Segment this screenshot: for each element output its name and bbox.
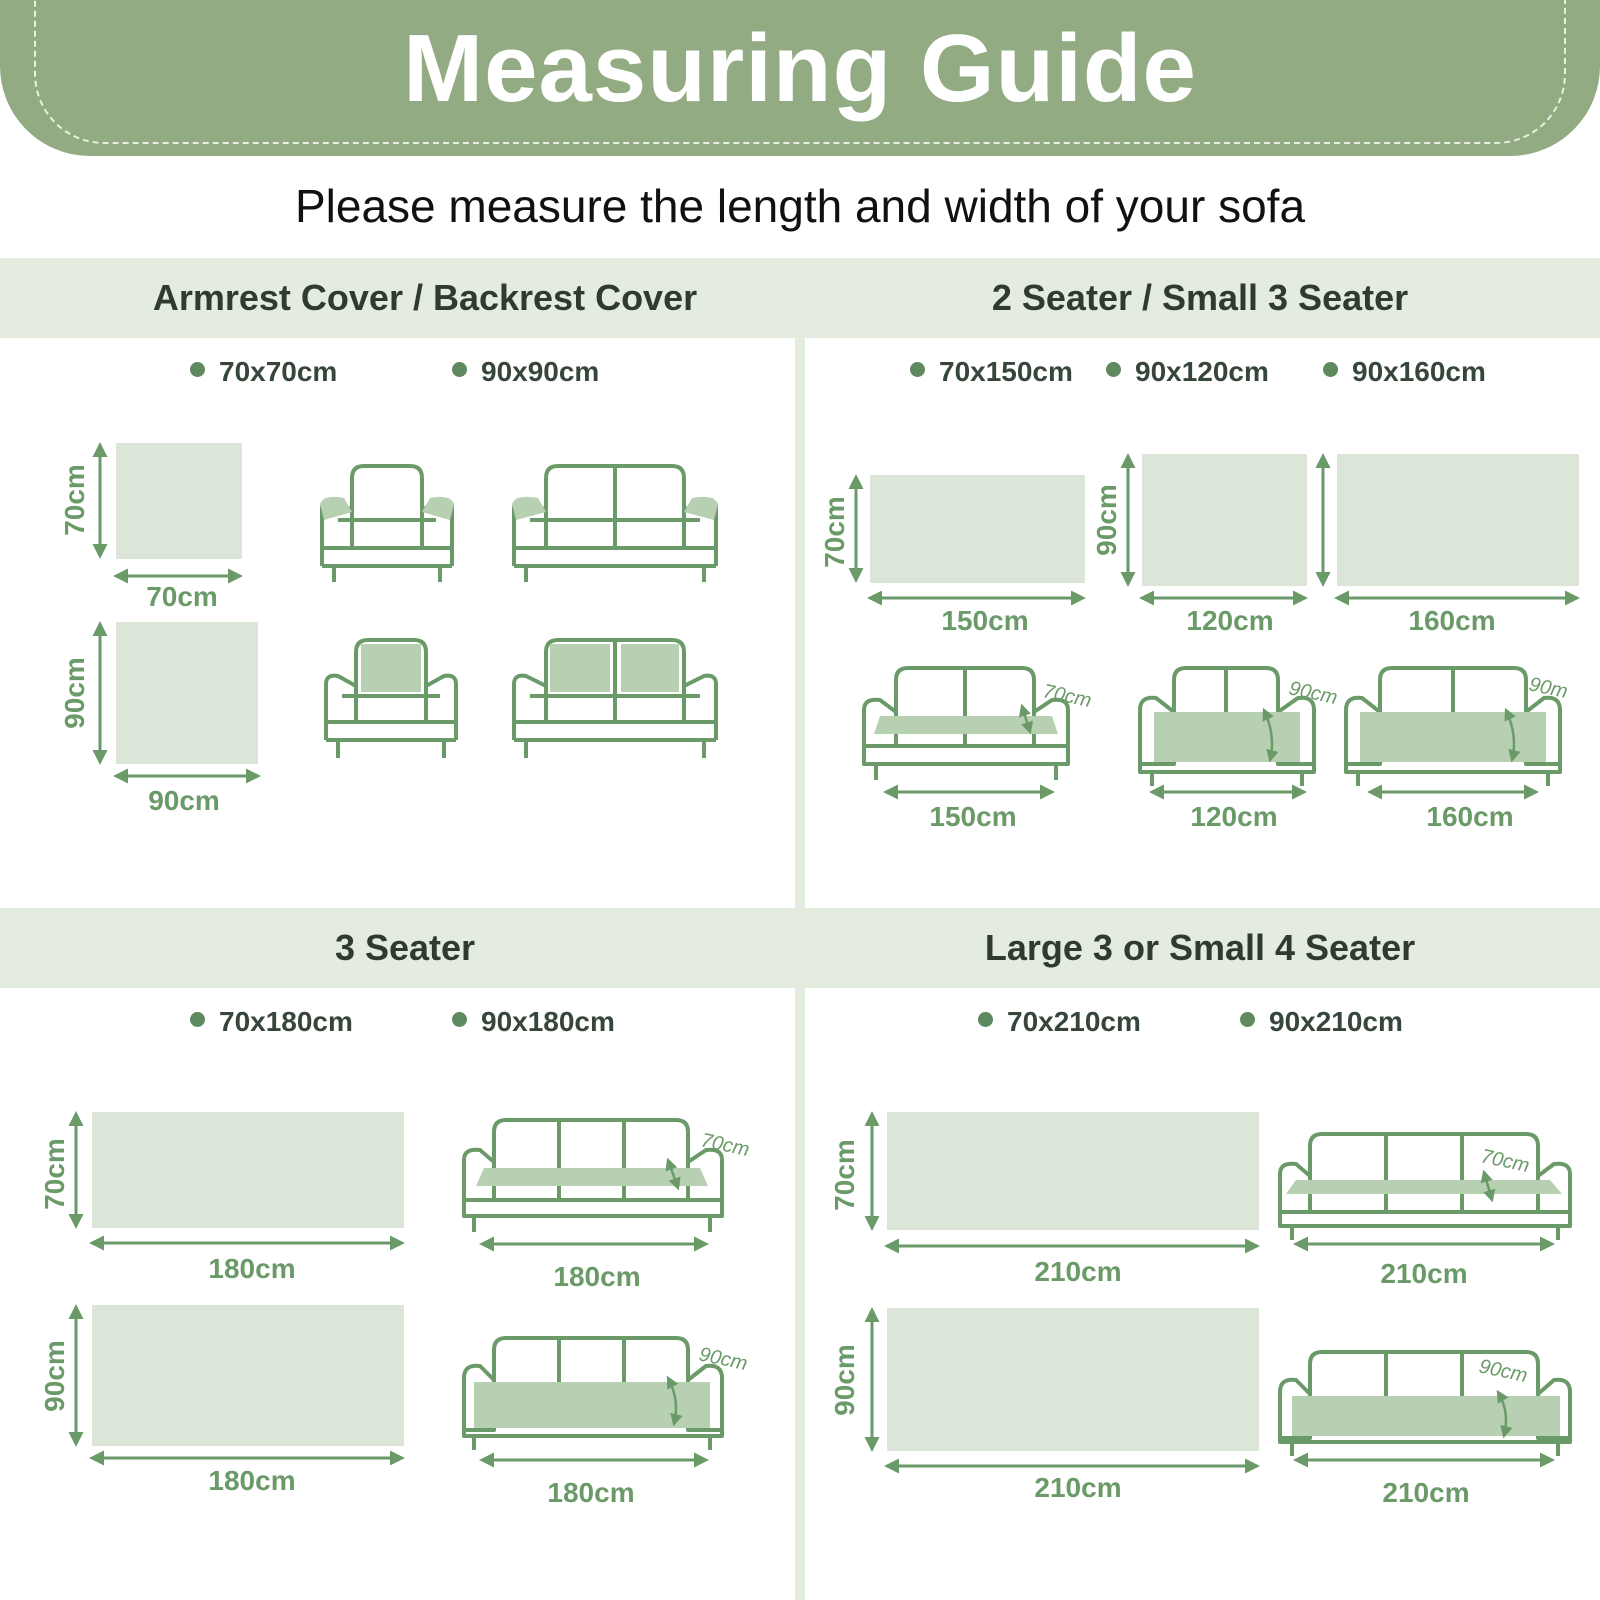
- dim-label: 90cm: [696, 1343, 750, 1376]
- mat-70x210: [887, 1112, 1259, 1230]
- loveseat-backrest-illustration: [514, 640, 716, 758]
- armrest-cover-shape: [512, 497, 546, 520]
- dim-label: 70cm: [39, 1138, 70, 1210]
- seat-cover-shape: [1292, 1396, 1560, 1436]
- dim-label: 160cm: [1408, 605, 1496, 636]
- dim-label: 90m: [1526, 673, 1570, 703]
- dim-label: 70cm: [829, 1139, 860, 1211]
- mat-70x180: [92, 1112, 404, 1228]
- loveseat-armrest-illustration: [514, 466, 716, 582]
- dim-label: 210cm: [1034, 1256, 1122, 1287]
- backrest-cover-shape: [361, 644, 421, 692]
- armchair-armrest-illustration: [322, 466, 452, 582]
- dim-label: 70cm: [1478, 1145, 1532, 1178]
- dim-label: 70cm: [146, 581, 218, 612]
- seat-cover-shape: [1286, 1180, 1562, 1194]
- armrest-cover-shape: [684, 497, 718, 520]
- dim-label: 90cm: [59, 657, 90, 729]
- dim-label: 120cm: [1186, 605, 1274, 636]
- mat-90x90: [116, 622, 258, 764]
- dim-label: 70cm: [59, 464, 90, 536]
- dim-label: 70cm: [819, 496, 850, 568]
- dim-label: 210cm: [1380, 1258, 1468, 1289]
- mat-70x70: [116, 443, 242, 559]
- armrest-cover-shape: [320, 497, 352, 520]
- dim-label: 150cm: [941, 605, 1029, 636]
- dim-label: 180cm: [553, 1261, 641, 1292]
- dim-label: 70cm: [1040, 680, 1094, 713]
- dim-label: 90cm: [829, 1344, 860, 1416]
- size-option: 70x150cm: [910, 354, 1073, 390]
- dim-label: 120cm: [1190, 801, 1278, 832]
- seat-cover-shape: [1360, 712, 1546, 762]
- size-option: 70x180cm: [190, 1004, 353, 1040]
- size-option: 90x90cm: [452, 354, 599, 390]
- dim-label: 180cm: [547, 1477, 635, 1508]
- section-title-two-seater: 2 Seater / Small 3 Seater: [991, 277, 1409, 318]
- section-title-three-seater: 3 Seater: [334, 927, 476, 968]
- size-option: 90x180cm: [452, 1004, 615, 1040]
- dim-label: 180cm: [208, 1465, 296, 1496]
- dim-label: 210cm: [1034, 1472, 1122, 1503]
- page-subtitle: Please measure the length and width of your sofa: [294, 180, 1306, 232]
- dim-label: 210cm: [1382, 1477, 1470, 1508]
- dim-label: 90cm: [1286, 677, 1340, 710]
- size-option: 90x210cm: [1240, 1004, 1403, 1040]
- mat-90x160: [1337, 454, 1579, 586]
- dim-label: 70cm: [698, 1129, 752, 1162]
- dim-label: 90cm: [1091, 484, 1122, 556]
- dim-label: 180cm: [208, 1253, 296, 1284]
- size-option: 90x160cm: [1323, 354, 1486, 390]
- dim-label: 150cm: [929, 801, 1017, 832]
- mat-90x210: [887, 1308, 1259, 1451]
- armrest-cover-shape: [422, 497, 454, 520]
- backrest-cover-shape: [621, 644, 679, 692]
- section-title-four-seater: Large 3 or Small 4 Seater: [984, 927, 1416, 968]
- size-option: 70x210cm: [978, 1004, 1141, 1040]
- mat-90x120: [1142, 454, 1307, 586]
- dim-label: 160cm: [1426, 801, 1514, 832]
- page-title: Measuring Guide: [403, 15, 1197, 122]
- dim-label: 90cm: [1476, 1355, 1530, 1388]
- mat-90x180: [92, 1305, 404, 1446]
- size-option: 90x120cm: [1106, 354, 1269, 390]
- mat-70x150: [870, 475, 1085, 583]
- size-option: 70x70cm: [190, 354, 337, 390]
- dim-label: 90cm: [148, 785, 220, 816]
- seat-cover-shape: [1154, 712, 1300, 762]
- section-title-armrest: Armrest Cover / Backrest Cover: [152, 277, 698, 318]
- backrest-cover-shape: [550, 644, 610, 692]
- dim-label: 90cm: [39, 1340, 70, 1412]
